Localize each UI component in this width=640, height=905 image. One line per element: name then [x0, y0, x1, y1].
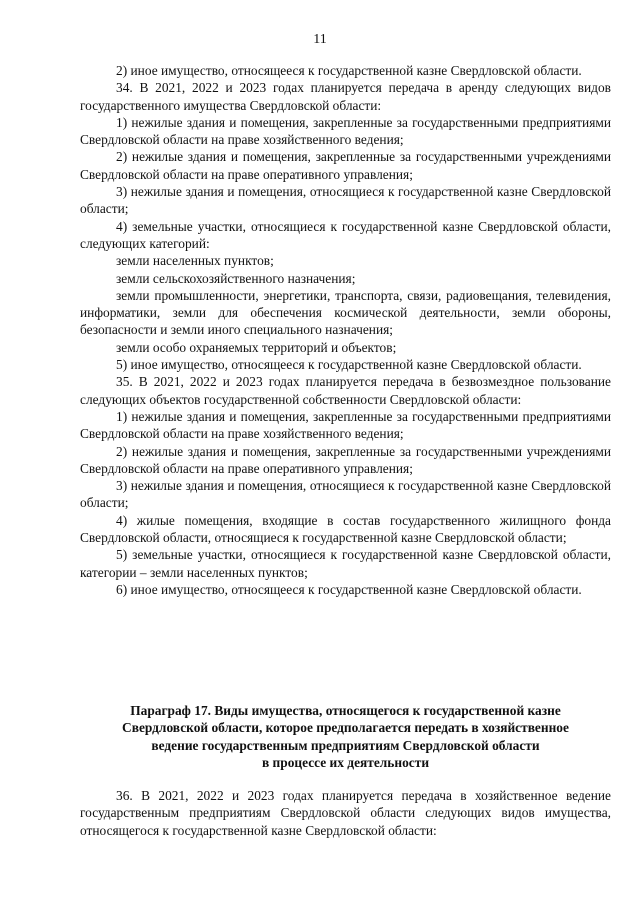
page-number: 11: [313, 32, 327, 47]
paragraph: земли промышленности, энергетики, транспорта, связи, радиовещания, телевидения, информатики, земли для обеспечения космической деятельности, земли обороны, безопасности и земли иного специального назначения;: [80, 287, 611, 338]
paragraph: земли особо охраняемых территорий и объектов;: [116, 339, 397, 355]
section-heading: [80, 702, 611, 771]
paragraph: 5) иное имущество, относящееся к государственной казне Свердловской области.: [116, 357, 582, 373]
paragraph: 4) земельные участки, относящиеся к государственной казне Свердловской области, следующих категорий:: [80, 218, 611, 251]
paragraph: 2) иное имущество, относящееся к государственной казне Свердловской области.: [116, 63, 582, 78]
paragraph: 5) земельные участки, относящиеся к государственной казне Свердловской области, категории – земли населенных пунктов;: [80, 547, 611, 580]
paragraph: земли населенных пунктов;: [116, 253, 274, 269]
paragraph: земли сельскохозяйственного назначения;: [116, 270, 356, 286]
section-heading-line: ведение государственным предприятиям Свердловской области: [151, 737, 540, 753]
paragraph: 1) нежилые здания и помещения, закрепленные за государственными предприятиями Свердловской области на праве хозяйственного ведения;: [80, 114, 611, 148]
paragraph: 34. В 2021, 2022 и 2023 годах планируется передача в аренду следующих видов государственного имущества Свердловской области:: [80, 80, 611, 113]
paragraph: 3) нежилые здания и помещения, относящиеся к государственной казне Свердловской области;: [80, 478, 611, 511]
paragraph: 6) иное имущество, относящееся к государственной казне Свердловской области.: [116, 581, 582, 597]
section-heading-line: в процессе их деятельности: [261, 754, 430, 770]
paragraph: 36. В 2021, 2022 и 2023 годах планируется передача в хозяйственное ведение государственным предприятиям Свердловской области следующих видов имущества, относящегося к государственной казне Свердловской области:: [80, 788, 611, 838]
body-text: [80, 62, 611, 598]
section-heading-line: Свердловской области, которое предполагается передать в хозяйственное: [122, 720, 569, 736]
paragraph: 4) жилые помещения, входящие в состав государственного жилищного фонда Свердловской области, относящиеся к государственной казне Свердловской области;: [80, 512, 611, 546]
section-heading-line: Параграф 17. Виды имущества, относящегося к государственной казне: [130, 703, 561, 718]
paragraph: 1) нежилые здания и помещения, закрепленные за государственными предприятиями Свердловской области на праве хозяйственного ведения;: [80, 408, 611, 442]
paragraph: 2) нежилые здания и помещения, закрепленные за государственными учреждениями Свердловской области на праве оперативного управления;: [80, 443, 611, 476]
paragraph: 2) нежилые здания и помещения, закрепленные за государственными учреждениями Свердловской области на праве оперативного управления;: [80, 149, 611, 182]
paragraph: 35. В 2021, 2022 и 2023 годах планируется передача в безвозмездное пользование следующих объектов государственной собственности Свердловской области:: [80, 374, 611, 407]
tail-text: [80, 787, 611, 839]
paragraph: 3) нежилые здания и помещения, относящиеся к государственной казне Свердловской области;: [80, 184, 611, 217]
